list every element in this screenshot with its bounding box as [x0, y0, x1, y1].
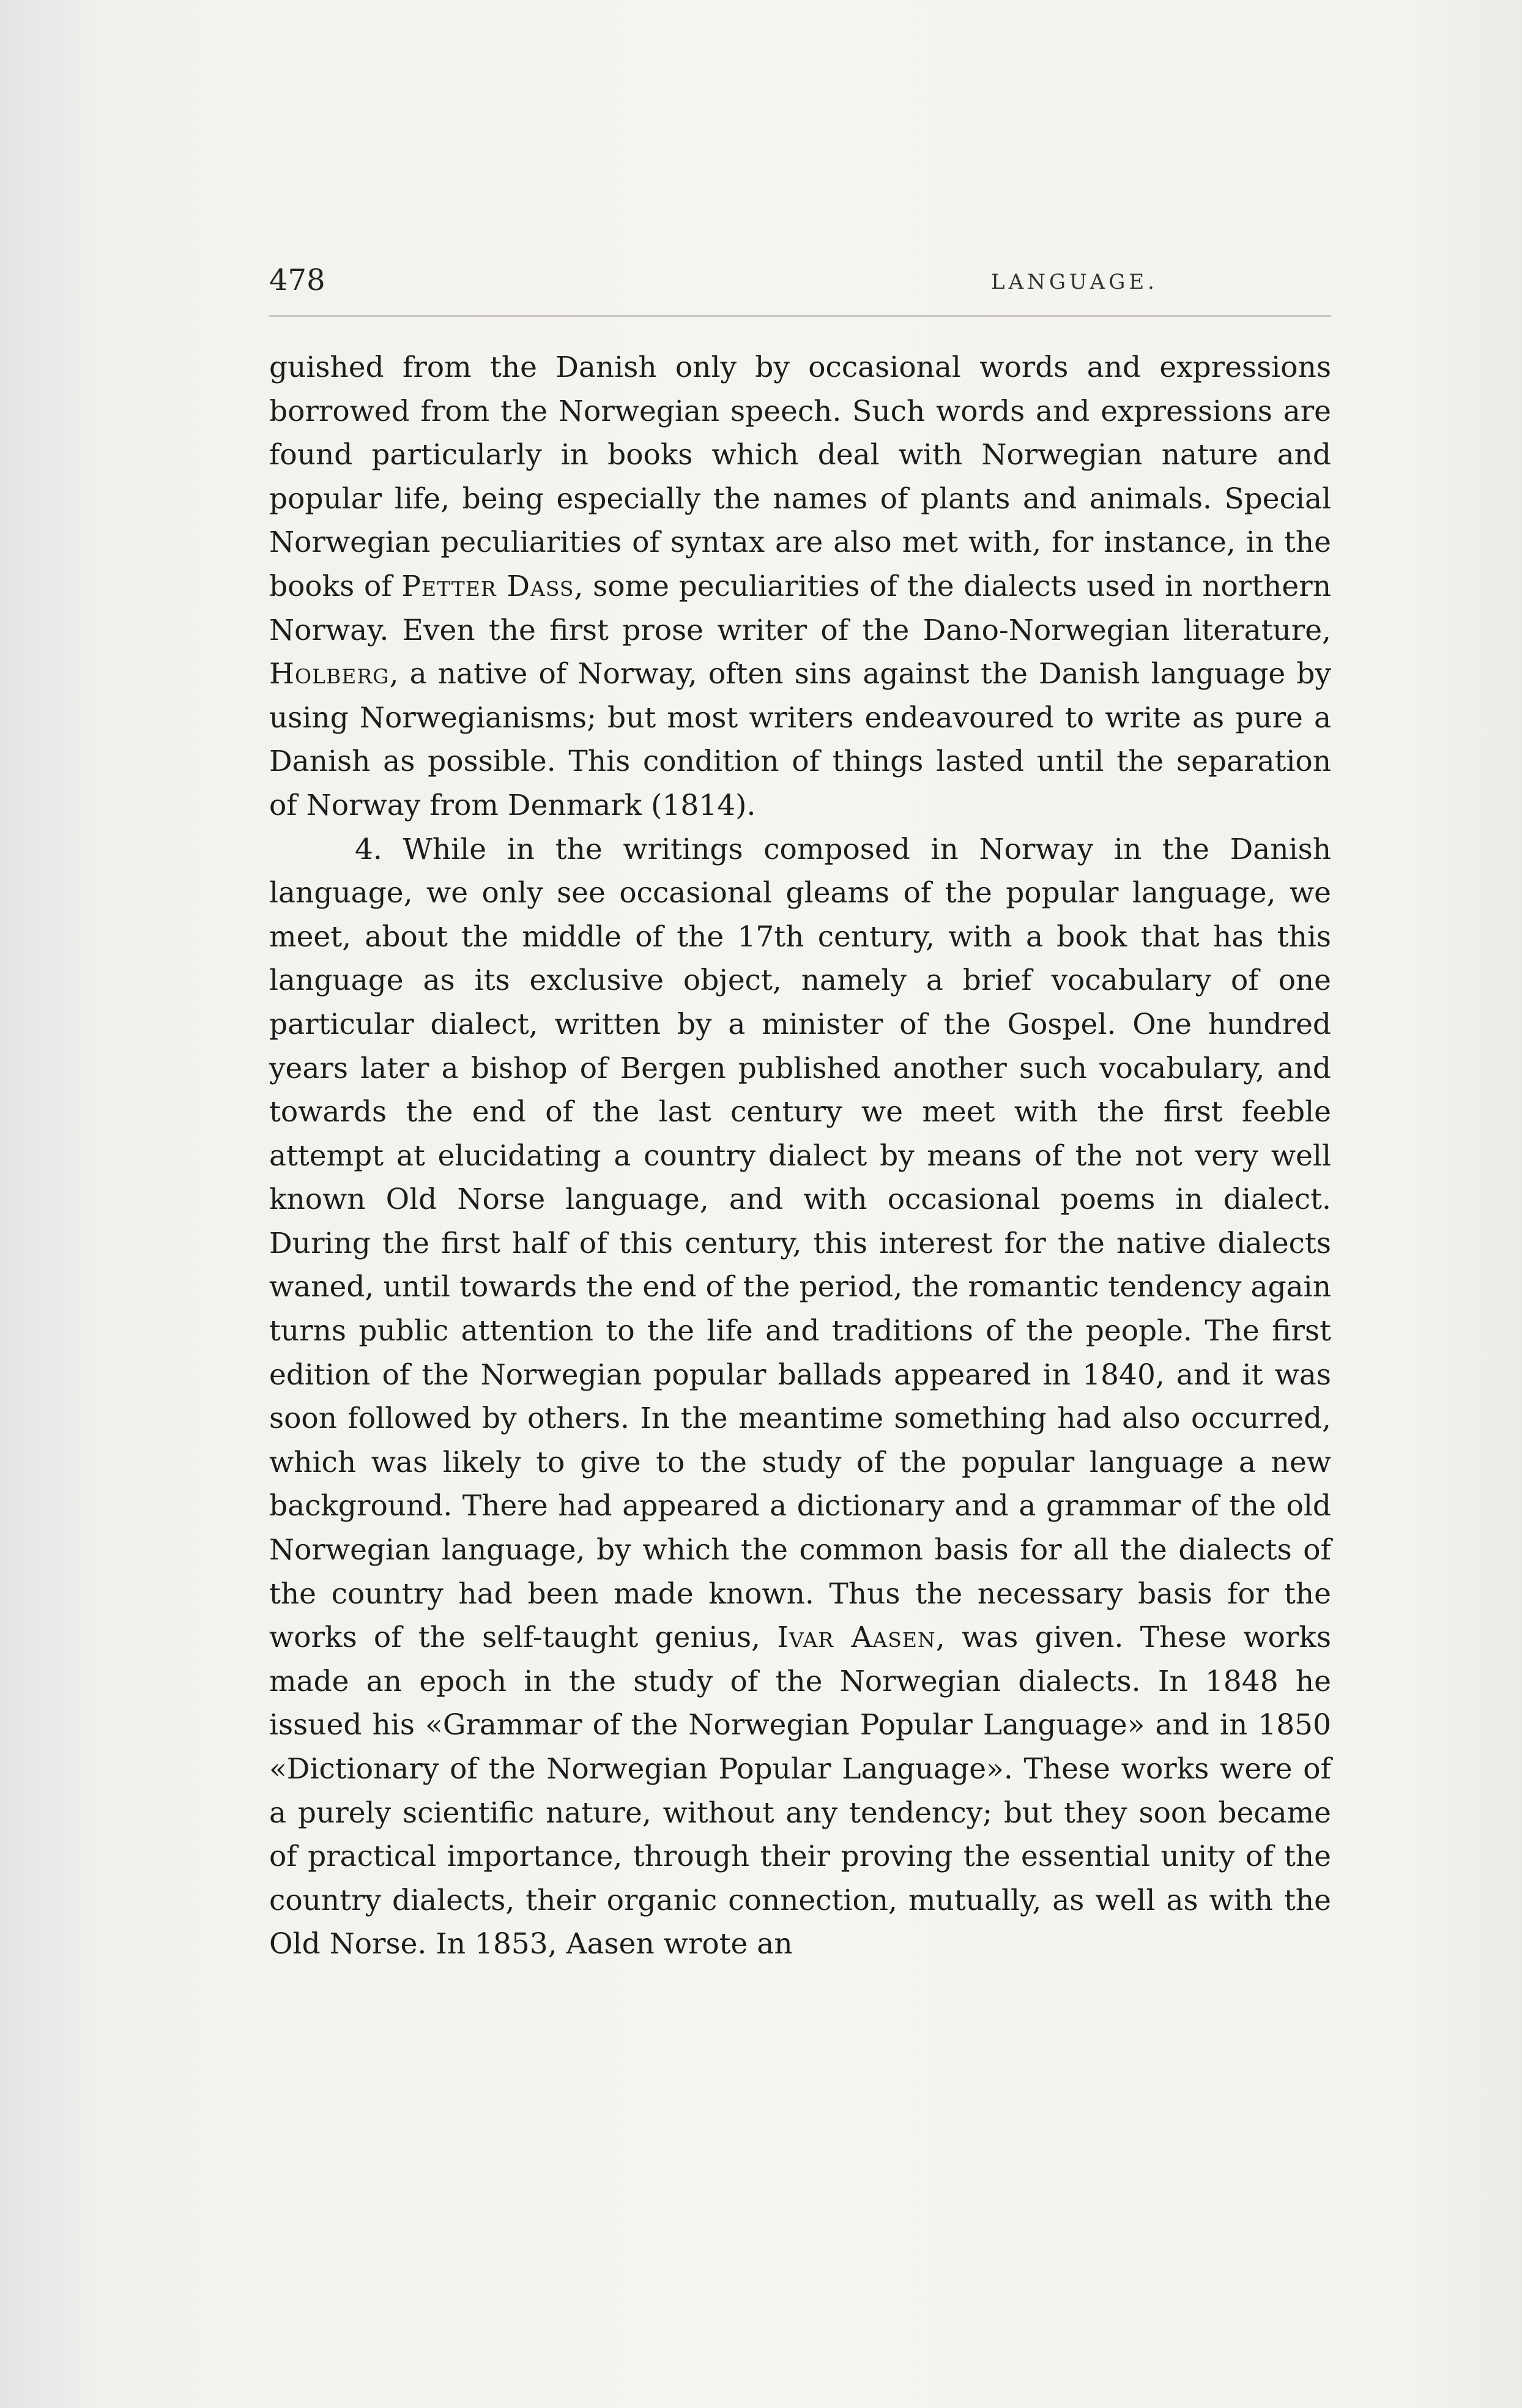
- header-rule: [269, 315, 1331, 317]
- text-run: , some peculiarities of the dialects used in northern Norway. Even the first prose writer of the Dano-Norwegian literature,: [269, 569, 1331, 647]
- text-run: , a native of Norway, often sins against the Danish language by using Norwegianisms; but most writers endeavoured to write as pure a Danish as possible. This condition of things lasted until the separation of Norway from Denmark (1814).: [269, 657, 1331, 822]
- running-head: LANGUAGE.: [991, 270, 1158, 294]
- person-name: Ivar Aasen: [777, 1621, 936, 1655]
- text-run: 4. While in the writings composed in Norway in the Danish language, we only see occasional gleams of the popular language, we meet, about the middle of the 17th century, with a book that has this language as its exclusive object, namely a brief vocabulary of one particular dialect, written by a minister of the Gospel. One hundred years later a bishop of Bergen published another such vocabulary, and towards the end of the last century we meet with the first feeble attempt at elucidating a country dialect by means of the not very well known Old Norse language, and with occasional poems in dialect. During the first half of this century, this interest for the native dialects waned, until towards the end of the period, the romantic tendency again turns public attention to the life and traditions of the people. The first edition of the Norwegian popular ballads appeared in 1840, and it was soon followed by others. In the meantime something had also occurred, which was likely to give to the study of the popular language a new background. There had appeared a dictionary and a grammar of the old Norwegian language, by which the common basis for all the dialects of the country had been made known. Thus the necessary basis for the works of the self-taught genius,: [269, 832, 1331, 1655]
- page-number: 478: [269, 263, 325, 297]
- body-text: [269, 346, 1331, 1966]
- paragraph: [269, 828, 1331, 1966]
- person-name: Holberg: [269, 657, 390, 691]
- paragraph: [269, 346, 1331, 828]
- person-name: Petter Dass: [401, 569, 574, 603]
- text-run: guished from the Danish only by occasional words and expressions borrowed from the Norwegian speech. Such words and expressions are found particularly in books which deal with Norwegian nature and popular life, being especially the names of plants and animals. Special Norwegian peculiarities of syntax are also met with, for instance, in the books of: [269, 351, 1331, 603]
- text-run: , was given. These works made an epoch in the study of the Norwegian dialects. In 1848 he issued his «Grammar of the Norwegian Popular Language» and in 1850 «Dictionary of the Norwegian Popular Language». These works were of a purely scientific nature, without any tendency; but they soon became of practical importance, through their proving the essential unity of the country dialects, their organic connection, mutually, as well as with the Old Norse. In 1853, Aasen wrote an: [269, 1621, 1332, 1961]
- page-header: [269, 262, 1331, 311]
